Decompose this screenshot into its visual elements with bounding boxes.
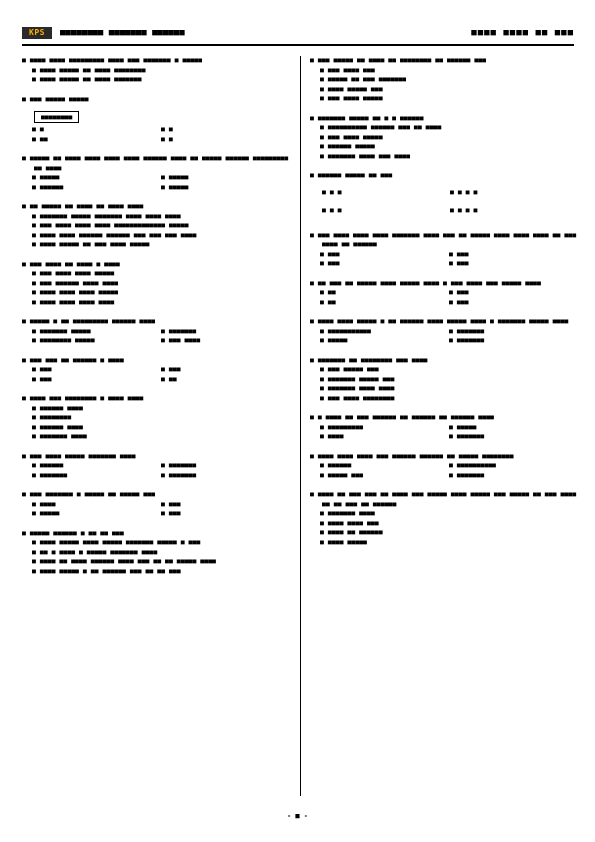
question-stem: ■ ■■■■■■■ ■■■■■ ■■ ■ ■ ■■■■■■ <box>310 113 424 122</box>
formula-option: ■ ■ ■ ■ <box>450 187 478 196</box>
answer-options <box>22 212 290 250</box>
answer-option: ■ ■■■■■■■ <box>449 470 485 479</box>
question-gap <box>22 384 290 394</box>
answer-option: ■ ■■■ <box>161 365 181 373</box>
question-gap <box>310 221 578 231</box>
boxed-expression: ■■■■■■■■ <box>34 111 79 123</box>
answer-option: ■ ■■■■■■■ <box>161 326 197 335</box>
answer-option: ■ ■■■■■■■ <box>161 461 197 469</box>
answer-option: ■ ■■■■■■ ■■■■ <box>32 403 83 412</box>
question-stem: ■ ■■■ ■■■■ ■■■■■ ■■■■■■■ ■■■■ <box>22 451 136 460</box>
question-stem: ■ ■■■ ■■■■ ■■ ■■■■ ■ ■■■■ <box>22 259 120 268</box>
answer-option: ■ ■■■■■■■■ <box>32 413 72 421</box>
answer-option: ■ ■■■■ ■■■■■ ■■ ■■■ ■■■■ ■■■■■ <box>32 240 150 248</box>
question-stem: ■ ■ ■■■■ ■■ ■■■ ■■■■■■ ■■ ■■■■■■ ■■ ■■■■■■ ■■■■ <box>310 413 494 421</box>
answer-option: ■ ■■■■ <box>32 499 56 508</box>
answer-options <box>22 461 290 480</box>
question-item <box>310 413 578 442</box>
question-stem: ■ ■■■■■■ ■■■■■ ■■ ■■■ <box>310 171 393 179</box>
answer-option: ■ ■■■ <box>320 249 340 258</box>
right-column <box>310 56 578 557</box>
answer-option: ■ ■■ ■ ■■■■ ■ ■■■■■ ■■■■■■■ ■■■■ <box>32 547 158 556</box>
answer-option: ■ ■ <box>32 125 44 133</box>
answer-option: ■ ■■■ ■■■■ ■■■ <box>320 65 375 74</box>
question-stem: ■ ■■■ ■■■■ ■■■■ ■■■■ ■■■■■■■ ■■■■ ■■■ ■■ ■■■■■ ■■■■ ■■■■ ■■■■ ■■ ■■■ ■■■■ ■■ ■■■■■■ <box>310 230 577 248</box>
question-stem: ■ ■■■■ ■■ ■■■ ■■■ ■■ ■■■■ ■■■ ■■■■■ ■■■■ ■■■■■ ■■■ ■■■■■ ■■ ■■■ ■■■■■■ ■■ ■■■ ■■ ■■■■■■ <box>310 490 577 508</box>
question-item <box>310 356 578 404</box>
question-item <box>310 171 578 217</box>
answer-option: ■ ■■■■■ <box>32 173 60 181</box>
question-gap <box>22 85 290 95</box>
question-item <box>22 95 290 145</box>
answer-options <box>310 423 578 442</box>
answer-option: ■ ■■■ <box>449 249 469 258</box>
answer-options <box>310 327 578 346</box>
answer-options <box>310 123 578 161</box>
formula-row <box>310 185 578 199</box>
question-gap <box>310 547 578 557</box>
question-gap <box>22 250 290 260</box>
answer-option: ■ ■ <box>161 134 173 143</box>
answer-option: ■ ■■■■■ ■■ ■■■ ■■■■■■■ <box>320 75 407 83</box>
question-stem: ■ ■■■ ■■■■■ ■■■■■ <box>22 94 89 103</box>
question-item <box>22 490 290 519</box>
answer-option: ■ ■■■■■■ <box>32 182 64 191</box>
question-gap <box>22 576 290 586</box>
answer-option: ■ ■■ <box>320 288 336 296</box>
question-item <box>310 317 578 346</box>
question-stem: ■ ■■■■■ ■■ ■■■■ ■■■■ ■■■■ ■■■■ ■■■■■■ ■■■■ ■■ ■■■■■ ■■■■■■ ■■■■■■■■■ ■■ ■■■■ <box>22 154 289 172</box>
answer-option: ■ ■■■ <box>449 259 469 267</box>
answer-option: ■ ■■■ ■■■■ ■■■■ ■■■■ ■■■■■■■■■■■■■ ■■■■■ <box>32 221 189 229</box>
answer-option: ■ ■ <box>161 125 173 133</box>
answer-options <box>22 365 290 384</box>
question-gap <box>22 192 290 202</box>
question-stem: ■ ■■■■ ■■■■ ■■■■■■■■■ ■■■■ ■■■ ■■■■■■■ ■ ■■■■■ <box>22 56 203 64</box>
answer-option: ■ ■■■■■■■ ■■■■ <box>320 509 375 517</box>
answer-option: ■ ■■■ ■■■■ <box>161 336 201 344</box>
answer-option: ■ ■■■■■ <box>161 182 189 191</box>
question-gap <box>22 442 290 452</box>
question-item <box>310 452 578 481</box>
answer-option: ■ ■■■■■■ <box>320 461 352 469</box>
question-stem: ■ ■■■ ■■■■■ ■■ ■■■■ ■■ ■■■■■■■■ ■■ ■■■■■■ ■■■ <box>310 56 487 64</box>
answer-option: ■ ■■■ <box>161 499 181 508</box>
series-title: ■■■■■■■■ ■■■■■■■ ■■■■■■ <box>60 28 185 38</box>
left-column <box>22 56 290 586</box>
answer-options <box>22 125 290 144</box>
answer-option: ■ ■■■■■■■ ■■■■ <box>32 432 87 440</box>
question-stem: ■ ■■■ ■■■ ■■ ■■■■■■ ■ ■■■■ <box>22 355 124 364</box>
answer-option: ■ ■■■■ ■■■■■ ■■■ <box>320 84 383 93</box>
answer-option: ■ ■■■■ ■■■■ ■■■■ ■■■■■ <box>32 288 119 296</box>
answer-option: ■ ■■■ ■■■■■ ■■■ <box>320 365 379 373</box>
question-gap <box>310 346 578 356</box>
answer-option: ■ ■■■ <box>449 297 469 306</box>
question-gap <box>310 403 578 413</box>
answer-option: ■ ■■■■■ ■■■ <box>320 470 364 479</box>
answer-options <box>22 173 290 192</box>
answer-option: ■ ■■■■■■■ <box>449 336 485 344</box>
question-item <box>22 154 290 192</box>
answer-options <box>310 461 578 480</box>
answer-option: ■ ■■■■■■■ ■■■■■ <box>32 326 91 335</box>
answer-option: ■ ■■■ ■■■■ ■■■■■ <box>320 94 383 102</box>
question-stem: ■ ■■■■ ■■■■ ■■■■■ ■ ■■ ■■■■■■ ■■■■ ■■■■■ ■■■■ ■ ■■■■■■■ ■■■■■ ■■■■ <box>310 317 569 325</box>
answer-option: ■ ■■■■■■■ ■■■■■ ■■■ <box>320 374 395 383</box>
answer-options <box>310 250 578 269</box>
question-item <box>22 56 290 85</box>
answer-option: ■ ■■■ ■■■■ ■■■■■■■■ <box>320 393 395 402</box>
answer-option: ■ ■■■■ ■■■■ ■■■■ ■■■■ <box>32 297 115 306</box>
question-gap <box>22 480 290 490</box>
question-stem: ■ ■■ ■■■ ■■ ■■■■■ ■■■■ ■■■■■ ■■■■ ■ ■■■ ■■■■ ■■■ ■■■■■ ■■■■ <box>310 278 541 287</box>
answer-option: ■ ■■■■■■■ <box>32 470 68 479</box>
question-stem: ■ ■■■■ ■■■■ ■■■■ ■■■ ■■■■■■ ■■■■■■ ■■ ■■■■■ ■■■■■■■■ <box>310 451 514 460</box>
answer-option: ■ ■■■■■■■ ■■■■ ■■■■ <box>320 384 395 392</box>
question-gap <box>310 104 578 114</box>
answer-option: ■ ■■■■ ■■ ■■■■■■ <box>320 528 383 536</box>
question-gap <box>310 442 578 452</box>
answer-options <box>310 66 578 104</box>
answer-option: ■ ■■■ <box>32 365 52 373</box>
answer-option: ■ ■■■■■ <box>161 173 189 181</box>
answer-option: ■ ■■■ ■■■■ ■■■■ ■■■■■ <box>32 269 115 277</box>
answer-option: ■ ■■■ ■■■■ ■■■■■ <box>320 132 383 141</box>
answer-option: ■ ■■ <box>161 374 177 383</box>
question-item <box>22 202 290 250</box>
answer-option: ■ ■■■■■■■ <box>449 326 485 335</box>
answer-option: ■ ■■■■■ <box>320 336 348 344</box>
page-header <box>22 26 574 42</box>
question-stem: ■ ■■ ■■■■■ ■■ ■■■■ ■■ ■■■■ ■■■■ <box>22 202 144 210</box>
answer-option: ■ ■■■■■■■■■■■ <box>320 326 371 335</box>
question-item <box>310 231 578 269</box>
column-divider <box>300 56 301 796</box>
answer-option: ■ ■■■■■■■■ ■■■■■ <box>32 336 95 344</box>
exam-code: ■■■■ ■■■■ ■■ ■■■ <box>471 28 574 38</box>
question-item <box>22 394 290 442</box>
question-stem: ■ ■■■■■ ■■■■■■ ■ ■■ ■■ ■■■ <box>22 528 124 537</box>
question-item <box>310 490 578 547</box>
answer-option: ■ ■■■■■■■ ■■■■■ ■■■■■■■ ■■■■ ■■■■ ■■■■ <box>32 211 181 220</box>
answer-option: ■ ■■■■ ■■■■ ■■■ <box>320 518 379 527</box>
answer-option: ■ ■■■■■ <box>32 509 60 517</box>
question-item <box>310 114 578 162</box>
question-item <box>22 529 290 577</box>
question-stem: ■ ■■■■■■■ ■■ ■■■■■■■■ ■■■ ■■■■ <box>310 355 428 364</box>
question-item <box>22 260 290 308</box>
answer-option: ■ ■■■■■■■ <box>449 432 485 440</box>
answer-options <box>22 500 290 519</box>
answer-option: ■ ■■■■ ■■■■ ■■■■■■ ■■■■■■ ■■■ ■■■ ■■■ ■■■■ <box>32 230 197 239</box>
answer-option: ■ ■■■ <box>32 374 52 383</box>
question-gap <box>22 307 290 317</box>
formula-option: ■ ■ ■ ■ <box>450 205 478 214</box>
question-item <box>22 356 290 385</box>
answer-options <box>22 404 290 442</box>
question-gap <box>22 519 290 529</box>
formula-row <box>310 203 578 217</box>
header-rule <box>22 44 574 46</box>
answer-option: ■ ■■■■■■■■■■ <box>449 461 496 469</box>
answer-option: ■ ■■■■■■ ■■■■■ <box>320 142 375 150</box>
answer-option: ■ ■■■■ ■■■■■ ■■■■ ■■■■■ ■■■■■■■ ■■■■■ ■ ■■■ <box>32 538 201 546</box>
question-gap <box>310 480 578 490</box>
answer-option: ■ ■■■ ■■■■■■ ■■■■ ■■■■ <box>32 278 119 287</box>
formula-option: ■ ■ ■ <box>322 187 342 196</box>
question-gap <box>310 269 578 279</box>
answer-options <box>310 509 578 547</box>
answer-option: ■ ■■ <box>320 297 336 306</box>
answer-options <box>22 269 290 307</box>
question-item <box>22 317 290 346</box>
answer-option: ■ ■■■■ ■■■■■ <box>320 537 367 546</box>
answer-option: ■ ■■■ <box>320 259 340 267</box>
answer-option: ■ ■■■■ ■■■■■ ■■ ■■■■ ■■■■■■■■ <box>32 65 146 74</box>
answer-option: ■ ■■■■■■■■■■ ■■■■■■ ■■■ ■■ ■■■■ <box>320 123 442 131</box>
answer-option: ■ ■■■ <box>161 509 181 517</box>
answer-options <box>22 538 290 576</box>
answer-option: ■ ■■■■■ <box>449 422 477 431</box>
question-item <box>310 56 578 104</box>
answer-option: ■ ■■■■■■■■■ <box>320 422 364 431</box>
answer-options <box>310 365 578 403</box>
answer-option: ■ ■■■■ ■■■■■ ■ ■■ ■■■■■■ ■■■ ■■ ■■ ■■■ <box>32 566 181 575</box>
question-gap <box>310 307 578 317</box>
answer-option: ■ ■■ <box>32 134 48 143</box>
answer-option: ■ ■■■■ ■■ ■■■■ ■■■■■■ ■■■■ ■■■ ■■ ■■ ■■■■■ ■■■■ <box>32 557 216 565</box>
answer-option: ■ ■■■■■■■ <box>161 470 197 479</box>
question-stem: ■ ■■■■■ ■ ■■ ■■■■■■■■■ ■■■■■■ ■■■■ <box>22 317 156 325</box>
answer-option: ■ ■■■■ ■■■■■ ■■ ■■■■ ■■■■■■■ <box>32 75 142 83</box>
answer-option: ■ ■■■■■■ <box>32 461 64 469</box>
question-gap <box>22 144 290 154</box>
question-gap <box>22 346 290 356</box>
question-gap <box>310 161 578 171</box>
question-stem: ■ ■■■ ■■■■■■■ ■ ■■■■■ ■■ ■■■■■ ■■■ <box>22 490 156 498</box>
answer-options <box>22 66 290 85</box>
formula-option: ■ ■ ■ <box>322 205 342 214</box>
question-stem: ■ ■■■■ ■■■ ■■■■■■■■ ■ ■■■■ ■■■■ <box>22 394 144 402</box>
question-item <box>22 452 290 481</box>
publisher-logo: KPS <box>22 27 52 39</box>
answer-option: ■ ■■■■ <box>320 432 344 440</box>
answer-options <box>22 327 290 346</box>
answer-options <box>310 288 578 307</box>
page-number: - ■ - <box>286 812 309 820</box>
answer-option: ■ ■■■■■■ ■■■■ <box>32 422 83 431</box>
question-item <box>310 279 578 308</box>
answer-option: ■ ■■■■■■■ ■■■■ ■■■ ■■■■ <box>320 151 411 160</box>
answer-option: ■ ■■■ <box>449 288 469 296</box>
